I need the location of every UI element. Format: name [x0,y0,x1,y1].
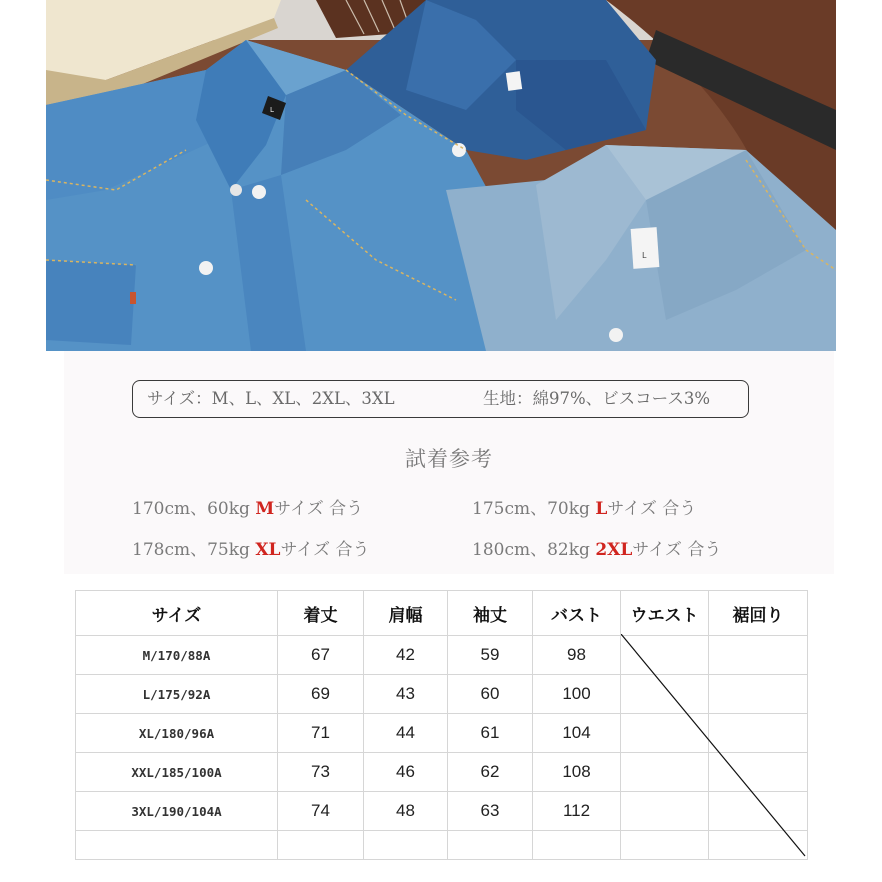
fabric-composition: 生地：綿97%、ビスコース3% [483,389,711,408]
cell-hem [709,636,808,675]
available-sizes: サイズ：M、L、XL、2XL、3XL [147,389,395,408]
cell-bust: 100 [533,675,621,714]
cell-waist [621,714,709,753]
table-row [76,636,808,675]
cell-hem [709,714,808,753]
product-photo [46,0,836,351]
cell-size: 3XL/190/104A [76,792,278,831]
fit-size: M [255,499,275,519]
cell-waist [621,792,709,831]
cell-waist [621,675,709,714]
fit-suffix: サイズ 合う [632,540,722,560]
cell-bust: 98 [533,636,621,675]
header-size: サイズ [76,591,278,636]
cell-sleeve: 62 [448,753,533,792]
cell-waist [621,753,709,792]
cell-bust: 112 [533,792,621,831]
fit-reference-item [132,494,363,519]
fit-reference-title: 試着参考 [405,447,493,471]
cell-size: XXL/185/100A [76,753,278,792]
cell-empty [448,831,533,860]
cell-bust: 108 [533,753,621,792]
fit-reference-item [132,535,370,560]
cell-hem [709,792,808,831]
cell-size: L/175/92A [76,675,278,714]
cell-size: M/170/88A [76,636,278,675]
cell-shoulder: 42 [364,636,448,675]
cell-shoulder: 46 [364,753,448,792]
cell-empty [533,831,621,860]
table-row [76,792,808,831]
header-length: 着丈 [278,591,364,636]
cell-empty [709,831,808,860]
table-header-row [76,591,808,636]
size-table [75,590,808,860]
cell-length: 67 [278,636,364,675]
table-row-empty [76,831,808,860]
fit-reference-item [472,494,696,519]
cell-sleeve: 61 [448,714,533,753]
table-row [76,714,808,753]
fit-suffix: サイズ 合う [280,540,370,560]
cell-shoulder: 43 [364,675,448,714]
cell-shoulder: 44 [364,714,448,753]
fit-size: 2XL [595,540,633,560]
cell-length: 74 [278,792,364,831]
fit-body-measure: 180cm、82kg [472,540,596,560]
shirt-tag-text-2: L [642,251,647,260]
cell-length: 69 [278,675,364,714]
shirt-tag-text: L [270,106,274,114]
cell-length: 71 [278,714,364,753]
cell-shoulder: 48 [364,792,448,831]
fit-body-measure: 178cm、75kg [132,540,256,560]
cell-hem [709,675,808,714]
cell-length: 73 [278,753,364,792]
fit-size: L [595,499,608,519]
header-shoulder: 肩幅 [364,591,448,636]
cell-hem [709,753,808,792]
table-row [76,753,808,792]
fit-reference-item [472,535,721,560]
cell-bust: 104 [533,714,621,753]
fit-body-measure: 170cm、60kg [132,499,256,519]
cell-sleeve: 60 [448,675,533,714]
cell-sleeve: 59 [448,636,533,675]
cell-size: XL/180/96A [76,714,278,753]
spec-box [132,380,749,418]
cell-empty [278,831,364,860]
fit-suffix: サイズ 合う [274,499,364,519]
table-row [76,675,808,714]
header-bust: バスト [533,591,621,636]
fit-suffix: サイズ 合う [607,499,697,519]
cell-empty [621,831,709,860]
header-waist: ウエスト [621,591,709,636]
info-panel [64,351,834,574]
fit-body-measure: 175cm、70kg [472,499,596,519]
cell-empty [364,831,448,860]
fit-size: XL [255,540,281,560]
header-hem: 裾回り [709,591,808,636]
header-sleeve: 袖丈 [448,591,533,636]
cell-empty [76,831,278,860]
cell-waist [621,636,709,675]
cell-sleeve: 63 [448,792,533,831]
